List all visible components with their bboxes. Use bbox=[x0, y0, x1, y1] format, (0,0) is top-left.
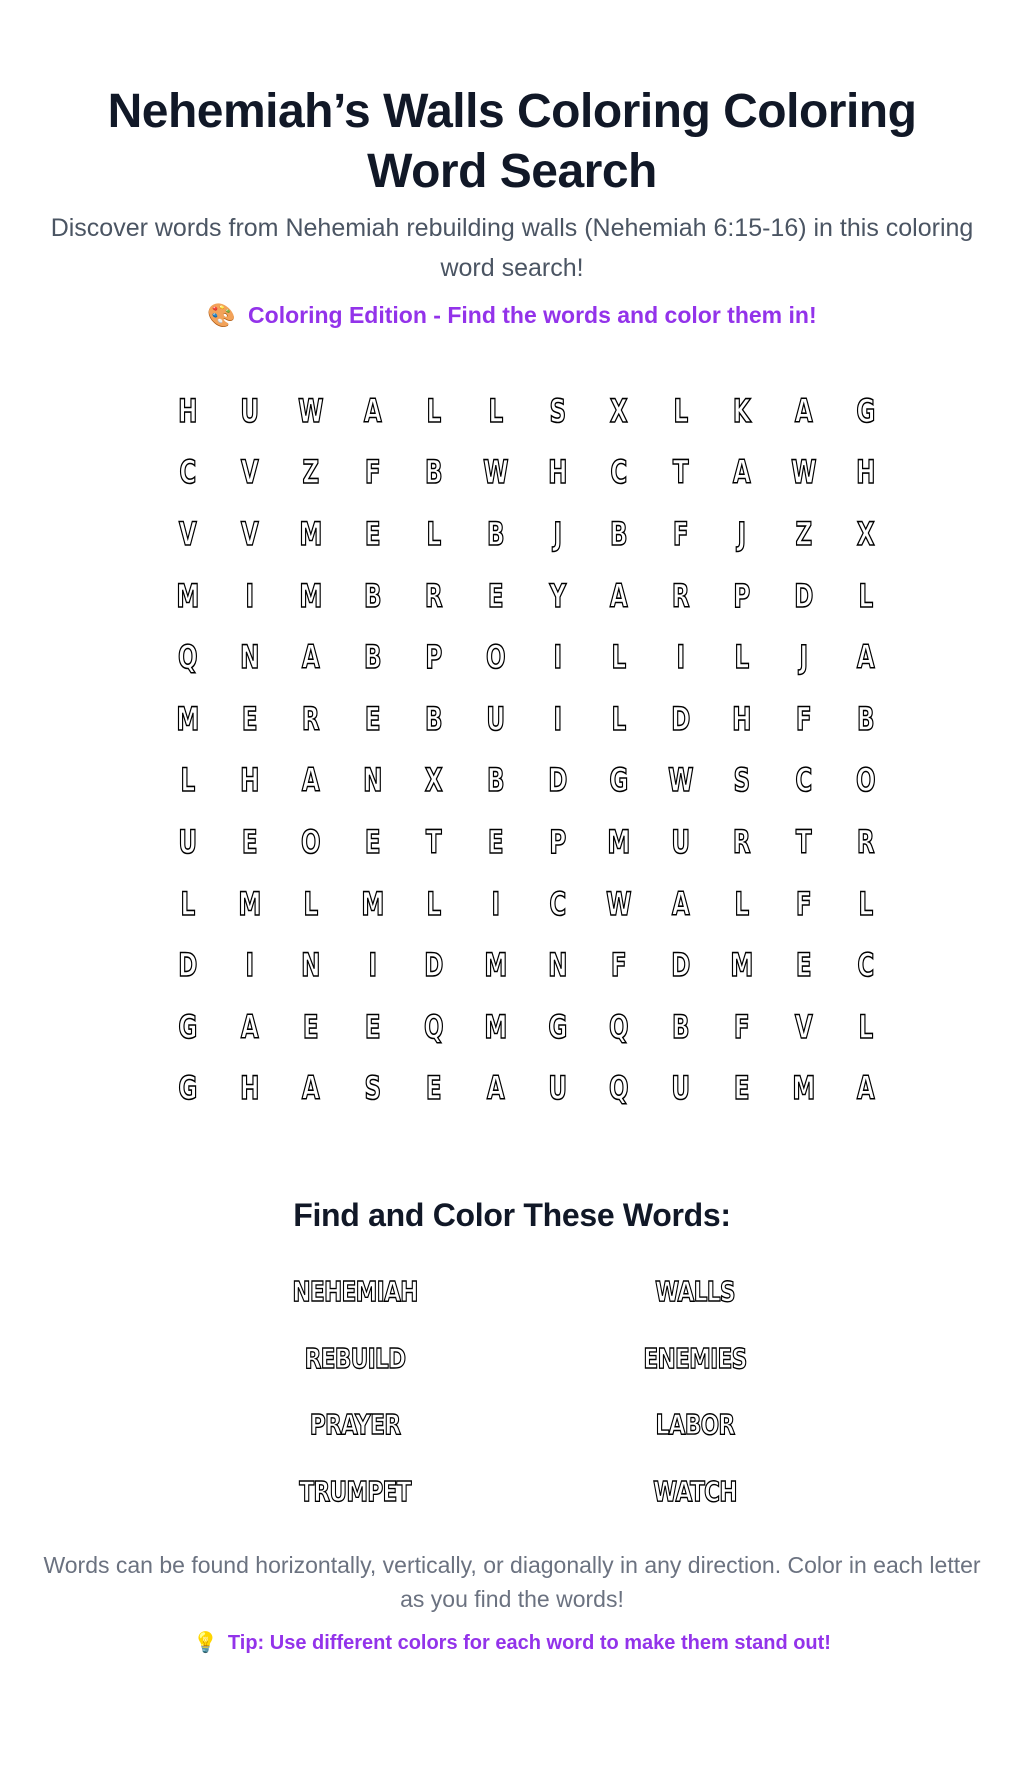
grid-cell[interactable]: F bbox=[795, 699, 812, 738]
grid-cell[interactable]: M bbox=[484, 946, 508, 985]
word-list-item: REBUILD bbox=[304, 1341, 406, 1375]
grid-cell[interactable]: L bbox=[857, 1007, 873, 1046]
grid-cell[interactable]: U bbox=[671, 822, 690, 861]
grid-cell[interactable]: R bbox=[671, 576, 690, 615]
grid-cell[interactable]: M bbox=[299, 514, 323, 553]
grid-cell[interactable]: H bbox=[239, 1069, 260, 1108]
grid-cell[interactable]: D bbox=[794, 576, 814, 615]
grid-cell[interactable]: H bbox=[239, 761, 260, 800]
grid-cell[interactable]: Q bbox=[424, 1007, 444, 1046]
grid-cell[interactable]: X bbox=[425, 761, 444, 800]
grid-cell[interactable]: G bbox=[547, 1007, 567, 1046]
grid-cell[interactable]: J bbox=[737, 514, 747, 553]
grid-cell[interactable]: N bbox=[239, 638, 260, 677]
grid-cell[interactable]: E bbox=[487, 576, 504, 615]
word-list-item: WALLS bbox=[655, 1275, 735, 1308]
grid-cell[interactable]: Q bbox=[609, 1069, 629, 1108]
grid-cell[interactable]: X bbox=[610, 391, 628, 430]
grid-cell[interactable]: B bbox=[610, 514, 628, 553]
grid-cell[interactable]: N bbox=[301, 946, 321, 985]
grid-cell[interactable]: L bbox=[426, 391, 442, 430]
grid-cell[interactable]: O bbox=[855, 761, 876, 800]
grid-cell[interactable]: L bbox=[857, 884, 873, 923]
grid-cell[interactable]: I bbox=[553, 699, 562, 738]
grid-cell[interactable]: L bbox=[611, 699, 627, 738]
grid-cell[interactable]: L bbox=[611, 638, 627, 677]
grid-cell[interactable]: A bbox=[302, 1069, 320, 1108]
word-list-item: PRAYER bbox=[309, 1408, 401, 1441]
grid-cell[interactable]: G bbox=[855, 391, 875, 430]
grid-cell[interactable]: O bbox=[301, 822, 321, 861]
grid-cell[interactable]: L bbox=[180, 884, 196, 923]
palette-icon: 🎨 bbox=[207, 302, 237, 328]
grid-cell[interactable]: K bbox=[733, 391, 752, 430]
grid-cell[interactable]: D bbox=[424, 946, 444, 985]
tip-banner bbox=[0, 1628, 1024, 1658]
grid-cell[interactable]: P bbox=[425, 638, 443, 677]
grid-cell[interactable]: V bbox=[794, 1007, 813, 1046]
grid-cell[interactable]: C bbox=[610, 453, 628, 492]
grid-cell[interactable]: S bbox=[549, 391, 566, 430]
grid-cell[interactable]: E bbox=[734, 1069, 751, 1108]
page-subtitle: Discover words from Nehemiah rebuilding walls (Nehemiah 6:15-16) in this coloring word search! bbox=[50, 214, 974, 282]
grid-cell[interactable]: L bbox=[734, 638, 750, 677]
grid-cell[interactable]: B bbox=[671, 1007, 690, 1046]
grid-cell[interactable]: A bbox=[610, 576, 628, 615]
grid-cell[interactable]: M bbox=[730, 946, 754, 985]
grid-cell[interactable]: A bbox=[856, 638, 875, 677]
grid-cell[interactable]: V bbox=[240, 453, 259, 492]
word-list bbox=[185, 1275, 865, 1541]
grid-cell[interactable]: T bbox=[426, 822, 443, 861]
grid-cell[interactable]: W bbox=[606, 884, 632, 923]
grid-cell[interactable]: U bbox=[547, 1069, 567, 1108]
grid-cell[interactable]: F bbox=[795, 884, 812, 923]
edition-text: Coloring Edition - Find the words and color them in! bbox=[248, 302, 817, 328]
grid-cell[interactable]: M bbox=[237, 884, 261, 923]
grid-cell[interactable]: M bbox=[299, 576, 323, 615]
grid-cell[interactable]: Q bbox=[609, 1007, 629, 1046]
grid-cell[interactable]: H bbox=[547, 453, 568, 492]
grid-cell[interactable]: M bbox=[361, 884, 385, 923]
grid-cell[interactable]: H bbox=[178, 391, 198, 430]
grid-cell[interactable]: Z bbox=[795, 514, 813, 553]
grid-cell[interactable]: I bbox=[676, 638, 685, 677]
grid-cell[interactable]: B bbox=[486, 514, 505, 553]
word-list-item: WATCH bbox=[653, 1474, 737, 1508]
grid-cell[interactable]: X bbox=[856, 514, 875, 553]
grid-cell[interactable]: G bbox=[178, 1069, 198, 1108]
grid-cell[interactable]: E bbox=[364, 514, 381, 553]
grid-cell[interactable]: A bbox=[302, 761, 320, 800]
grid-cell[interactable]: U bbox=[486, 699, 506, 738]
grid-cell[interactable]: H bbox=[732, 699, 752, 738]
grid-cell[interactable]: E bbox=[364, 1007, 381, 1046]
grid-cell[interactable]: S bbox=[364, 1069, 381, 1108]
grid-cell[interactable]: Q bbox=[177, 638, 198, 677]
grid-cell[interactable]: H bbox=[855, 453, 875, 492]
grid-cell[interactable]: A bbox=[733, 453, 752, 492]
grid-cell[interactable]: I bbox=[245, 576, 254, 615]
grid-cell[interactable]: L bbox=[303, 884, 319, 923]
grid-cell[interactable]: P bbox=[733, 576, 751, 615]
tip-text: Tip: Use different colors for each word to make them stand out! bbox=[227, 1632, 831, 1654]
word-list-item: LABOR bbox=[655, 1408, 735, 1441]
grid-cell[interactable]: E bbox=[364, 699, 381, 738]
grid-cell[interactable]: W bbox=[298, 391, 324, 430]
grid-cell[interactable]: B bbox=[363, 576, 382, 615]
grid-cell[interactable]: T bbox=[795, 822, 812, 861]
grid-cell[interactable]: E bbox=[241, 699, 258, 738]
grid-cell[interactable]: L bbox=[426, 884, 442, 923]
grid-cell[interactable]: D bbox=[670, 699, 691, 738]
grid-cell[interactable]: B bbox=[425, 453, 443, 492]
grid-cell[interactable]: J bbox=[553, 514, 562, 553]
grid-cell[interactable]: M bbox=[607, 822, 631, 861]
grid-cell[interactable]: L bbox=[857, 576, 873, 615]
grid-cell[interactable]: E bbox=[364, 822, 381, 861]
grid-cell[interactable]: D bbox=[547, 761, 567, 800]
grid-cell[interactable]: Z bbox=[302, 453, 320, 492]
grid-cell[interactable]: W bbox=[791, 453, 817, 492]
grid-cell[interactable]: I bbox=[368, 946, 377, 985]
grid-cell[interactable]: V bbox=[178, 514, 197, 553]
grid-cell[interactable]: M bbox=[176, 699, 200, 738]
grid-cell[interactable]: E bbox=[426, 1069, 443, 1108]
grid-cell[interactable]: C bbox=[179, 453, 197, 492]
lightbulb-icon: 💡 bbox=[193, 1632, 218, 1654]
grid-cell[interactable]: E bbox=[487, 822, 504, 861]
grid-cell[interactable]: D bbox=[670, 946, 691, 985]
grid-cell[interactable]: N bbox=[362, 761, 383, 800]
grid-cell[interactable]: A bbox=[856, 1069, 875, 1108]
word-list-item: ENEMIES bbox=[643, 1341, 747, 1375]
grid-cell[interactable]: M bbox=[792, 1069, 816, 1108]
grid-cell[interactable]: W bbox=[667, 761, 694, 800]
grid-cell[interactable]: L bbox=[488, 391, 504, 430]
edition-banner bbox=[0, 300, 1024, 330]
grid-cell[interactable]: R bbox=[856, 822, 875, 861]
grid-cell[interactable]: L bbox=[180, 761, 196, 800]
grid-cell[interactable]: F bbox=[611, 946, 627, 985]
word-list-item: NEHEMIAH bbox=[292, 1275, 418, 1308]
grid-cell[interactable]: A bbox=[363, 391, 382, 430]
grid-cell[interactable]: A bbox=[671, 884, 690, 923]
grid-cell[interactable]: U bbox=[178, 822, 198, 861]
grid-cell[interactable]: L bbox=[734, 884, 750, 923]
word-list-item: TRUMPET bbox=[299, 1474, 411, 1508]
grid-cell[interactable]: U bbox=[671, 1069, 690, 1108]
instructions-text: Words can be found horizontally, vertically, or diagonally in any direction. Color in each letter as you find the words! bbox=[43, 1552, 981, 1612]
grid-cell[interactable]: C bbox=[548, 884, 566, 923]
grid-cell[interactable]: E bbox=[303, 1007, 319, 1046]
grid-cell[interactable]: R bbox=[733, 822, 752, 861]
grid-cell[interactable]: L bbox=[426, 514, 442, 553]
word-search-grid bbox=[157, 380, 896, 1119]
grid-cell[interactable]: A bbox=[240, 1007, 259, 1046]
page-title: Nehemiah’s Walls Coloring Coloring Word Search bbox=[107, 85, 917, 198]
grid-cell[interactable]: I bbox=[491, 884, 501, 923]
grid-cell[interactable]: F bbox=[734, 1007, 751, 1046]
grid-cell[interactable]: I bbox=[245, 946, 254, 985]
grid-cell[interactable]: G bbox=[178, 1007, 198, 1046]
grid-cell[interactable]: W bbox=[483, 453, 509, 492]
grid-cell[interactable]: A bbox=[794, 391, 813, 430]
grid-cell[interactable]: B bbox=[486, 761, 505, 800]
grid-cell[interactable]: B bbox=[425, 699, 443, 738]
grid-cell[interactable]: C bbox=[856, 946, 874, 985]
grid-cell[interactable]: U bbox=[240, 391, 259, 430]
grid-cell[interactable]: D bbox=[178, 946, 198, 985]
grid-cell[interactable]: P bbox=[548, 822, 566, 861]
grid-cell[interactable]: N bbox=[547, 946, 568, 985]
grid-cell[interactable]: R bbox=[425, 576, 444, 615]
grid-cell[interactable]: R bbox=[302, 699, 320, 738]
grid-cell[interactable]: L bbox=[673, 391, 688, 430]
grid-cell[interactable]: M bbox=[484, 1007, 508, 1046]
grid-cell[interactable]: J bbox=[799, 638, 809, 677]
grid-cell[interactable]: B bbox=[363, 638, 382, 677]
grid-cell[interactable]: A bbox=[302, 638, 320, 677]
grid-cell[interactable]: F bbox=[364, 453, 381, 492]
grid-cell[interactable]: F bbox=[672, 514, 689, 553]
grid-cell[interactable]: Y bbox=[549, 576, 566, 615]
grid-cell[interactable]: S bbox=[733, 761, 751, 800]
grid-cell[interactable]: C bbox=[795, 761, 813, 800]
grid-cell[interactable]: E bbox=[795, 946, 812, 985]
grid-cell[interactable]: E bbox=[241, 822, 258, 861]
grid-cell[interactable]: M bbox=[176, 576, 200, 615]
grid-cell[interactable]: A bbox=[486, 1069, 505, 1108]
grid-cell[interactable]: B bbox=[856, 699, 875, 738]
grid-cell[interactable]: G bbox=[609, 761, 629, 800]
grid-cell[interactable]: V bbox=[240, 514, 259, 553]
word-list-heading: Find and Color These Words: bbox=[293, 1197, 731, 1233]
grid-cell[interactable]: T bbox=[672, 453, 689, 492]
grid-cell[interactable]: O bbox=[485, 638, 506, 677]
grid-cell[interactable]: I bbox=[553, 638, 562, 677]
